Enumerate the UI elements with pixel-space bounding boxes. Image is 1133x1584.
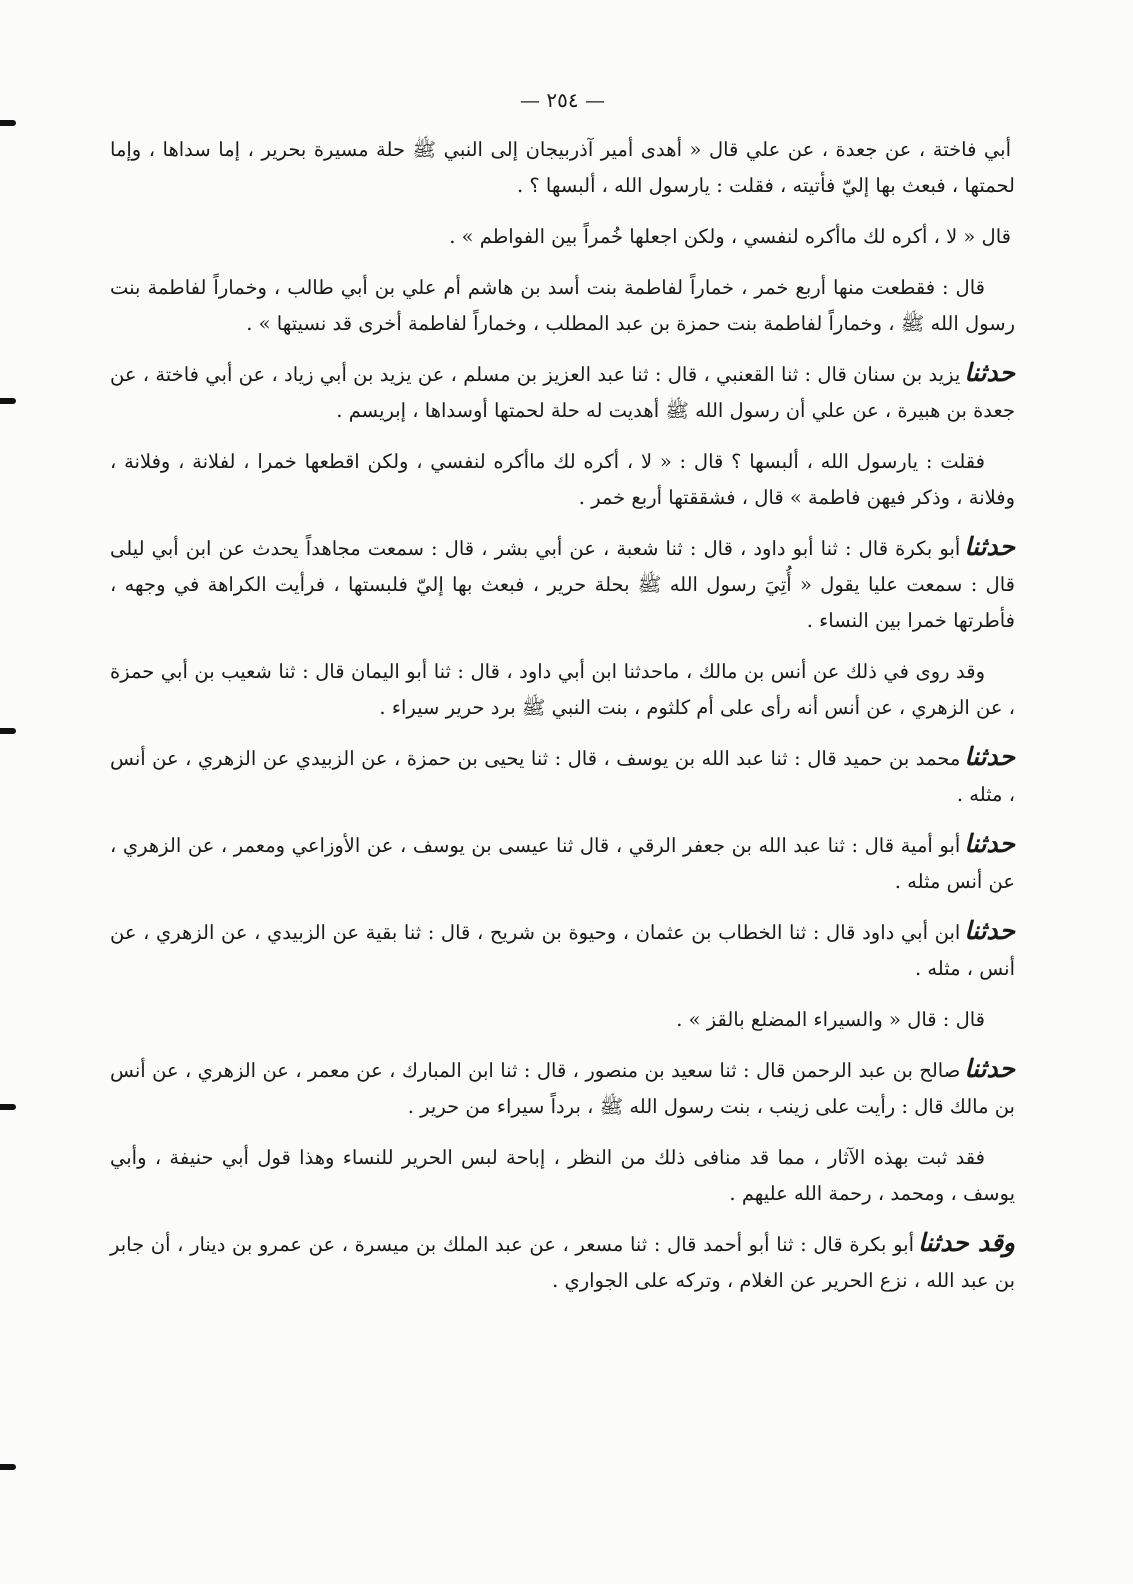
hadith-opener: وقد حدثنا [918, 1228, 1015, 1257]
paragraph-text: صالح بن عبد الرحمن قال : ثنا سعيد بن منصور ، قال : ثنا ابن المبارك ، عن معمر ، عن الزهري ، عن أنس بن مالك قال : رأيت على زينب ، بنت رسول الله ﷺ ، برداً سيراء من حرير . [110, 1059, 1015, 1118]
paragraph [110, 1138, 1015, 1212]
paragraph-text: قال : قال « والسيراء المضلع بالقز » . [676, 1008, 985, 1031]
paragraph-text: أبو أمية قال : ثنا عبد الله بن جعفر الرقي ، قال ثنا عيسى بن يوسف ، عن الأوزاعي ومعمر ، عن الزهري ، عن أنس مثله . [110, 834, 1015, 893]
paragraph [110, 355, 1015, 429]
margin-mark [0, 1464, 16, 1470]
paragraph-text: أبي فاختة ، عن جعدة ، عن علي قال « أهدى أمير آذربيجان إلى النبي ﷺ حلة مسيرة بحرير ، إما سداها ، وإما لحمتها ، فبعث بها إليّ فأتيته ، فقلت : يارسول الله ، ألبسها ؟ . [110, 138, 1015, 197]
paragraph-text: محمد بن حميد قال : ثنا عبد الله بن يوسف ، قال : ثنا يحيى بن حمزة ، عن الزبيدي عن الزهري ، عن أنس ، مثله . [110, 747, 1015, 806]
paragraph [110, 1000, 1015, 1038]
paragraph-text: يزيد بن سنان قال : ثنا القعنبي ، قال : ثنا عبد العزيز بن مسلم ، عن يزيد بن أبي زياد ، عن أبي فاختة ، عن جعدة بن هبيرة ، عن علي أن رسول الله ﷺ أهديت له حلة لحمتها أوسداها ، إبريسم . [110, 363, 1015, 422]
hadith-opener: حدثنا [964, 742, 1015, 771]
paragraph [110, 739, 1015, 813]
paragraph-text: وقد روى في ذلك عن أنس بن مالك ، ماحدثنا ابن أبي داود ، قال : ثنا أبو اليمان قال : ثنا شعيب بن أبي حمزة ، عن الزهري ، عن أنس أنه رأى على أم كلثوم ، بنت النبي ﷺ برد حرير سيراء . [110, 660, 1015, 719]
hadith-opener: حدثنا [964, 916, 1015, 945]
paragraph [110, 1051, 1015, 1125]
margin-mark [0, 728, 16, 734]
paragraph [110, 442, 1015, 516]
paragraph-text: أبو بكرة قال : ثنا أبو أحمد قال : ثنا مسعر ، عن عبد الملك بن ميسرة ، عن عمرو بن دينار ، أن جابر بن عبد الله ، نزع الحرير عن الغلام ، وتركه على الجواري . [110, 1233, 1015, 1292]
margin-mark [0, 398, 16, 404]
hadith-opener: حدثنا [964, 829, 1015, 858]
hadith-opener: حدثنا [964, 1054, 1015, 1083]
hadith-opener: حدثنا [964, 358, 1015, 387]
paragraph [110, 529, 1015, 639]
paragraph [110, 826, 1015, 900]
paragraph [110, 652, 1015, 726]
paragraph [110, 268, 1015, 342]
margin-mark [0, 120, 16, 126]
paragraph-text: ابن أبي داود قال : ثنا الخطاب بن عثمان ، وحيوة بن شريح ، قال : ثنا بقية عن الزبيدي ، عن الزهري ، عن أنس ، مثله . [110, 921, 1015, 980]
paragraph [110, 1225, 1015, 1299]
page-number: — ٢٥٤ — [520, 88, 605, 112]
paragraph [110, 913, 1015, 987]
paragraph [110, 130, 1015, 204]
paragraph-text: أبو بكرة قال : ثنا أبو داود ، قال : ثنا شعبة ، عن أبي بشر ، قال : سمعت مجاهداً يحدث عن ابن أبي ليلى قال : سمعت عليا يقول « أُتِيَ رسول الله ﷺ بحلة حرير ، فبعث بها إليّ فلبستها ، فرأيت الكراهة في وجهه ، فأطرتها خمرا بين النساء . [110, 537, 1015, 632]
margin-mark [0, 1104, 16, 1110]
book-page [110, 80, 1015, 1520]
paragraph-text: فقد ثبت بهذه الآثار ، مما قد منافى ذلك من النظر ، إباحة لبس الحرير للنساء وهذا قول أبي حنيفة ، وأبي يوسف ، ومحمد ، رحمة الله عليهم . [110, 1146, 1015, 1205]
paragraph-text: فقلت : يارسول الله ، ألبسها ؟ قال : « لا ، أكره لك ماأكره لنفسي ، ولكن اقطعها خمرا ، لفلانة ، وفلانة ، وفلانة ، وذكر فيهن فاطمة » قال ، فشققتها أربع خمر . [110, 450, 1015, 509]
paragraph-text: قال : فقطعت منها أربع خمر ، خماراً لفاطمة بنت أسد بن هاشم أم علي بن أبي طالب ، وخماراً لفاطمة بنت رسول الله ﷺ ، وخماراً لفاطمة بنت حمزة بن عبد المطلب ، وخماراً لفاطمة أخرى قد نسيتها » . [110, 276, 1015, 335]
paragraph [110, 217, 1015, 255]
paragraph-text: قال « لا ، أكره لك ماأكره لنفسي ، ولكن اجعلها خُمراً بين الفواطم » . [449, 225, 1011, 248]
hadith-opener: حدثنا [964, 532, 1015, 561]
